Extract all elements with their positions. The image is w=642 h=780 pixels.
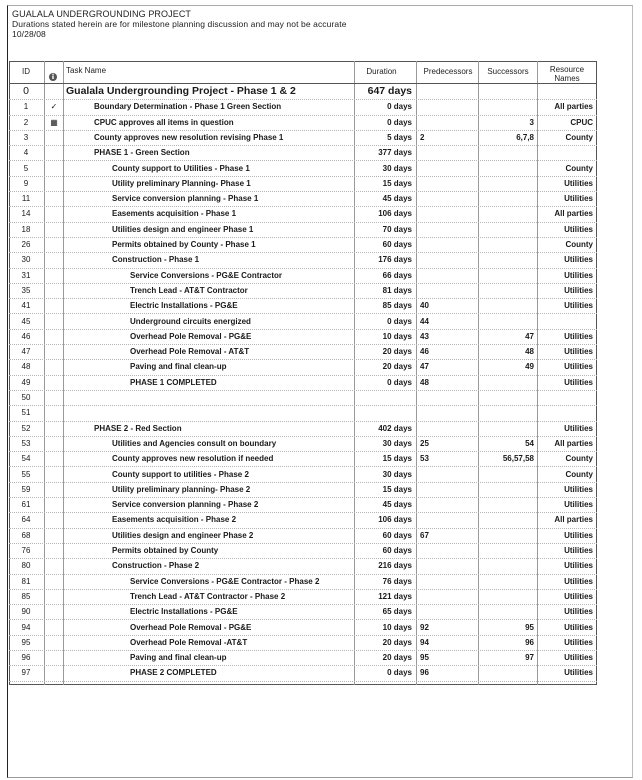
task-id: 0 (23, 85, 29, 97)
table-row[interactable] (9, 651, 597, 666)
task-predecessors: 95 (420, 653, 429, 663)
task-resources: Utilities (564, 270, 593, 280)
task-name: Trench Lead - AT&T Contractor (130, 285, 248, 295)
task-duration: 121 days (378, 591, 412, 601)
info-icon (47, 61, 59, 83)
notes-icon: ▦ (50, 117, 58, 127)
task-resources: County (565, 132, 593, 142)
task-duration: 15 days (382, 454, 412, 464)
task-resources: Utilities (564, 377, 593, 387)
task-id: 9 (23, 178, 29, 188)
task-predecessors: 40 (420, 301, 429, 311)
task-predecessors: 94 (420, 637, 429, 647)
task-name: Permits obtained by County (112, 546, 219, 555)
table-row[interactable] (9, 299, 597, 314)
table-row[interactable] (9, 621, 597, 636)
task-successors: 48 (525, 347, 534, 357)
task-id: 59 (21, 484, 31, 494)
task-name: PHASE 1 - Green Section (94, 148, 190, 158)
report-date: 10/28/08 (12, 29, 46, 39)
table-row[interactable] (9, 468, 597, 483)
task-id: 94 (21, 622, 31, 632)
task-name: Overhead Pole Removal - PG&E (130, 622, 252, 632)
task-duration: 45 days (382, 500, 412, 510)
task-id: 76 (21, 546, 31, 555)
task-id: 49 (21, 377, 31, 387)
task-id: 30 (21, 255, 31, 265)
task-successors: 56,57,58 (502, 454, 534, 464)
task-duration: 60 days (382, 240, 412, 249)
task-name: Easements acquisition - Phase 1 (112, 209, 237, 219)
task-name: County support to Utilities - Phase 1 (112, 163, 250, 173)
column-header-successors[interactable]: Successors (487, 67, 529, 76)
task-duration: 10 days (382, 622, 412, 632)
task-id: 90 (21, 607, 31, 617)
task-resources: Utilities (564, 194, 593, 204)
task-duration: 0 days (387, 102, 412, 112)
task-name: Service conversion planning - Phase 1 (112, 194, 259, 204)
task-id: 64 (21, 515, 31, 525)
task-id: 81 (21, 576, 31, 586)
task-name: Utilities and Agencies consult on boundary (112, 438, 277, 448)
task-duration: 15 days (382, 178, 412, 188)
table-row[interactable] (9, 376, 597, 391)
task-duration: 60 days (382, 546, 412, 555)
task-resources: Utilities (564, 546, 593, 555)
task-predecessors: 92 (420, 622, 429, 632)
table-row[interactable] (9, 452, 597, 467)
column-header-predecessors[interactable]: Predecessors (423, 67, 473, 76)
task-resources: All parties (554, 102, 593, 112)
task-name: Trench Lead - AT&T Contractor - Phase 2 (130, 591, 286, 601)
task-resources: Utilities (564, 637, 593, 647)
table-row[interactable] (9, 666, 597, 681)
table-row[interactable] (9, 116, 597, 131)
task-duration: 81 days (382, 285, 412, 295)
table-row[interactable] (9, 605, 597, 620)
task-table (9, 61, 597, 685)
project-title: GUALALA UNDERGROUNDING PROJECT (12, 9, 192, 19)
task-name: Paving and final clean-up (130, 362, 227, 372)
task-name: Gualala Undergrounding Project - Phase 1 & 2 (66, 85, 296, 97)
table-row[interactable] (9, 330, 597, 345)
task-predecessors: 2 (420, 132, 425, 142)
task-id: 96 (21, 653, 31, 663)
task-resources: Utilities (564, 178, 593, 188)
table-row[interactable] (9, 177, 597, 192)
task-successors: 54 (525, 438, 534, 448)
table-row[interactable] (9, 529, 597, 544)
task-name: Utility preliminary planning- Phase 2 (112, 484, 251, 494)
task-name: Service Conversions - PG&E Contractor - Phase 2 (130, 576, 320, 586)
task-resources: County (565, 240, 593, 249)
task-resources: All parties (554, 515, 593, 525)
table-row[interactable] (9, 544, 597, 559)
task-duration: 45 days (382, 194, 412, 204)
table-row[interactable] (9, 345, 597, 360)
task-predecessors: 25 (420, 438, 429, 448)
task-resources: Utilities (564, 607, 593, 617)
task-duration: 76 days (382, 576, 412, 586)
table-row[interactable] (9, 360, 597, 375)
task-resources: Utilities (564, 500, 593, 510)
task-duration: 402 days (378, 423, 412, 433)
task-id: 50 (21, 393, 31, 402)
table-row[interactable] (9, 391, 597, 406)
task-successors: 49 (525, 362, 534, 372)
task-id: 35 (21, 285, 31, 295)
task-predecessors: 44 (420, 316, 429, 326)
task-predecessors: 67 (420, 530, 429, 540)
task-resources: Utilities (564, 347, 593, 357)
task-resources: All parties (554, 438, 593, 448)
task-duration: 20 days (382, 653, 412, 663)
column-header-task-name[interactable]: Task Name (66, 66, 107, 75)
task-id: 46 (21, 331, 31, 341)
header-divider (9, 83, 597, 84)
task-id: 2 (23, 117, 29, 127)
task-resources: County (565, 454, 593, 464)
task-name: Overhead Pole Removal - AT&T (130, 347, 250, 357)
table-row[interactable] (9, 162, 597, 177)
task-id: 97 (21, 668, 31, 678)
task-id: 26 (21, 240, 31, 249)
task-duration: 66 days (382, 270, 412, 280)
task-resources: Utilities (564, 561, 593, 571)
table-row[interactable] (9, 223, 597, 238)
task-resources: Utilities (564, 668, 593, 678)
check-icon: ✓ (50, 102, 58, 112)
table-row[interactable] (9, 437, 597, 452)
task-duration: 65 days (382, 607, 412, 617)
task-duration: 85 days (382, 301, 412, 311)
task-predecessors: 48 (420, 377, 429, 387)
task-duration: 5 days (387, 132, 412, 142)
task-id: 4 (23, 148, 29, 158)
disclaimer-text: Durations stated herein are for milestone planning discussion and may not be accurate (12, 19, 347, 29)
task-duration: 10 days (382, 331, 412, 341)
task-name: Overhead Pole Removal - PG&E (130, 331, 252, 341)
table-row[interactable] (9, 269, 597, 284)
task-resources: Utilities (564, 331, 593, 341)
task-resources: Utilities (564, 653, 593, 663)
task-predecessors: 46 (420, 347, 429, 357)
task-id: 5 (23, 163, 29, 173)
table-row[interactable] (9, 146, 597, 161)
task-duration: 0 days (387, 117, 412, 127)
task-duration: 216 days (378, 561, 412, 571)
task-duration: 60 days (382, 530, 412, 540)
task-duration: 30 days (382, 438, 412, 448)
task-predecessors: 53 (420, 454, 429, 464)
task-duration: 20 days (382, 347, 412, 357)
table-row[interactable] (9, 100, 597, 115)
task-resources: Utilities (564, 423, 593, 433)
task-resources: Utilities (564, 362, 593, 372)
task-id: 52 (21, 423, 31, 433)
table-row[interactable] (9, 284, 597, 299)
task-name: Utility preliminary Planning- Phase 1 (112, 178, 251, 188)
task-resources: CPUC (570, 117, 593, 127)
task-name: Underground circuits energized (130, 316, 251, 326)
table-row[interactable] (9, 559, 597, 574)
task-id: 95 (21, 637, 31, 647)
column-header-duration[interactable]: Duration (366, 67, 397, 76)
task-resources: Utilities (564, 301, 593, 311)
task-resources: Utilities (564, 576, 593, 586)
task-resources: All parties (554, 209, 593, 219)
task-id: 11 (21, 194, 31, 204)
task-id: 31 (21, 270, 31, 280)
task-name: Electric Installations - PG&E (130, 301, 238, 311)
task-duration: 70 days (382, 224, 412, 234)
task-duration: 647 days (367, 85, 412, 97)
task-resources: Utilities (564, 224, 593, 234)
task-duration: 0 days (387, 668, 412, 678)
task-id: 3 (23, 132, 29, 142)
task-id: 53 (21, 438, 31, 448)
table-row[interactable] (9, 483, 597, 498)
task-resources: Utilities (564, 622, 593, 632)
table-row[interactable] (9, 253, 597, 268)
task-resources: Utilities (564, 285, 593, 295)
table-row[interactable] (9, 498, 597, 513)
task-id: 45 (21, 316, 31, 326)
task-duration: 106 days (378, 515, 412, 525)
task-id: 47 (21, 347, 31, 357)
task-resources: Utilities (564, 530, 593, 540)
task-successors: 47 (525, 331, 534, 341)
task-name: CPUC approves all items in question (94, 117, 234, 127)
task-successors: 95 (525, 622, 534, 632)
task-resources: Utilities (564, 591, 593, 601)
task-name: Easements acquisition - Phase 2 (112, 515, 237, 525)
task-duration: 20 days (382, 637, 412, 647)
task-duration: 30 days (382, 163, 412, 173)
column-header-id[interactable]: ID (22, 67, 30, 76)
task-name: Construction - Phase 2 (112, 561, 200, 571)
task-duration: 0 days (387, 377, 412, 387)
table-row[interactable] (9, 192, 597, 207)
table-row[interactable] (9, 590, 597, 605)
task-name: Overhead Pole Removal -AT&T (130, 637, 248, 647)
column-header-indicators[interactable] (47, 61, 61, 83)
task-id: 18 (21, 224, 31, 234)
task-name: County support to utilities - Phase 2 (112, 469, 249, 479)
task-name: Electric Installations - PG&E (130, 607, 238, 617)
task-resources: Utilities (564, 255, 593, 265)
task-predecessors: 47 (420, 362, 429, 372)
task-name: Boundary Determination - Phase 1 Green Section (94, 102, 282, 112)
table-row[interactable] (9, 636, 597, 651)
task-successors: 3 (529, 117, 534, 127)
task-name: PHASE 2 - Red Section (94, 423, 182, 433)
task-name: Service conversion planning - Phase 2 (112, 500, 259, 510)
task-id: 41 (21, 301, 31, 311)
task-id: 80 (21, 561, 31, 571)
task-id: 55 (21, 469, 31, 479)
task-successors: 97 (525, 653, 534, 663)
task-name: Utilities design and engineer Phase 2 (112, 530, 254, 540)
task-name: Construction - Phase 1 (112, 255, 200, 265)
task-id: 14 (21, 209, 31, 219)
task-resources: County (565, 469, 593, 479)
table-row[interactable] (9, 513, 597, 528)
task-name: Utilities design and engineer Phase 1 (112, 224, 254, 234)
table-row[interactable] (9, 131, 597, 146)
task-name: Permits obtained by County - Phase 1 (112, 240, 256, 249)
task-predecessors: 43 (420, 331, 429, 341)
task-id: 85 (21, 591, 31, 601)
task-duration: 176 days (378, 255, 412, 265)
task-name: PHASE 2 COMPLETED (130, 668, 217, 678)
task-id: 1 (23, 102, 29, 112)
task-successors: 96 (525, 637, 534, 647)
task-duration: 20 days (382, 362, 412, 372)
table-row[interactable] (9, 85, 597, 100)
table-row[interactable] (9, 207, 597, 222)
task-name: County approves new resolution revising Phase 1 (94, 132, 284, 142)
table-bottom-border (9, 684, 597, 685)
column-header-resource-names[interactable]: Resource Names (549, 65, 585, 83)
table-row[interactable] (9, 422, 597, 437)
task-resources: Utilities (564, 484, 593, 494)
task-duration: 377 days (378, 148, 412, 158)
table-row[interactable] (9, 238, 597, 253)
task-duration: 30 days (382, 469, 412, 479)
task-duration: 15 days (382, 484, 412, 494)
task-resources: County (565, 163, 593, 173)
task-id: 48 (21, 362, 31, 372)
task-duration: 0 days (387, 316, 412, 326)
table-row[interactable] (9, 575, 597, 590)
task-name: Paving and final clean-up (130, 653, 227, 663)
task-duration: 106 days (378, 209, 412, 219)
task-id: 68 (21, 530, 31, 540)
task-id: 51 (21, 408, 31, 418)
task-name: Service Conversions - PG&E Contractor (130, 270, 283, 280)
task-id: 61 (21, 500, 31, 510)
table-row[interactable] (9, 315, 597, 330)
task-name: County approves new resolution if needed (112, 454, 274, 464)
task-name: PHASE 1 COMPLETED (130, 377, 217, 387)
task-predecessors: 96 (420, 668, 429, 678)
task-successors: 6,7,8 (516, 132, 534, 142)
task-id: 54 (21, 454, 31, 464)
table-row[interactable] (9, 406, 597, 421)
